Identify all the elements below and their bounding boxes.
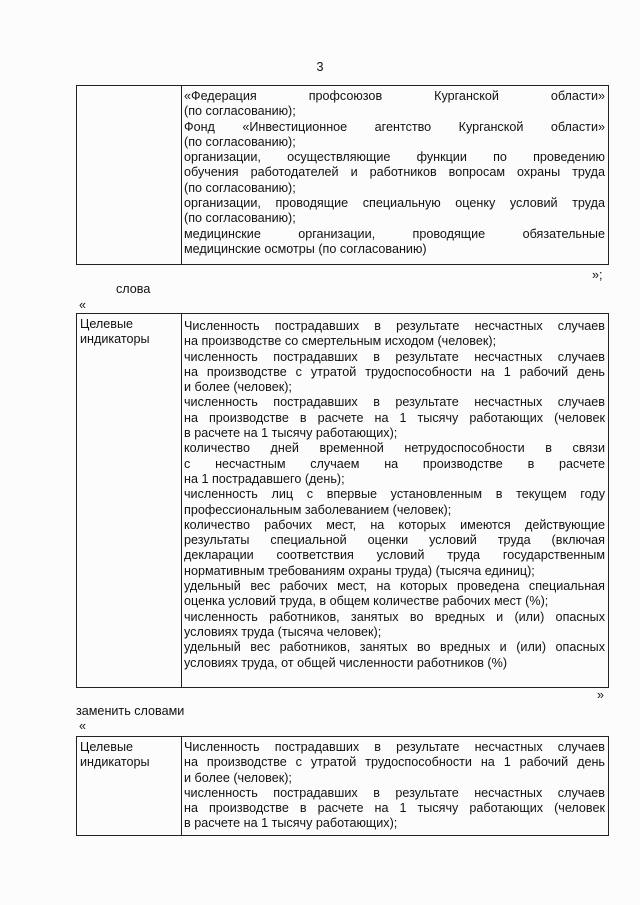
text-line: в расчете на 1 тысячу работающих); [184, 426, 398, 441]
closing-quote: »; [592, 268, 603, 282]
table-target-indicators-old-label [77, 314, 182, 687]
opening-quote: « [79, 298, 87, 312]
text-line: в расчете на 1 тысячу работающих); [184, 816, 398, 831]
text-line: на производстве с утратой трудоспособности на 1 рабочий день [184, 755, 605, 770]
text-line: нормативным требованиям охраны труда) (тысяча единиц); [184, 563, 535, 578]
text-line: на производстве в расчете на 1 тысячу работающих (человек [184, 801, 605, 816]
label-zamenit-slovami: заменить словами [76, 704, 185, 718]
text-line: и более (человек); [184, 770, 292, 785]
text-line: численность пострадавших в результате несчастных случаев [184, 349, 605, 364]
table-target-indicators-old [76, 313, 609, 688]
text-line: на 1 пострадавшего (день); [184, 471, 345, 486]
table-target-indicators-new-content [182, 737, 608, 835]
label-line: Целевые [80, 317, 134, 331]
text-line: численность лиц с впервые установленным в текущем году [184, 487, 605, 502]
text-line: (по согласованию); [184, 134, 296, 149]
label-slova: слова [116, 282, 151, 296]
text-line: обучения работодателей и работников вопросам охраны труда [184, 165, 605, 180]
text-line: «Федерация профсоюзов Курганской области» [184, 89, 605, 103]
text-line: профессиональным заболеванием (человек); [184, 502, 452, 517]
text-line: численность пострадавших в результате несчастных случаев [184, 395, 605, 410]
text-line: результаты специальной оценки условий труда (включая [184, 533, 605, 548]
text-line: (по согласованию); [184, 211, 296, 226]
table-target-indicators-new-label [77, 737, 182, 835]
table-participants-label-cell [77, 86, 182, 264]
text-line: на производстве со смертельным исходом (человек); [184, 334, 497, 349]
text-line: численность работников, занятых во вредных и (или) опасных [184, 609, 605, 624]
text-line: Численность пострадавших в результате несчастных случаев [184, 319, 605, 333]
text-line: медицинские организации, проводящие обязательные [184, 226, 605, 241]
text-line: с несчастным случаем на производстве в расчете [184, 456, 605, 471]
text-line: Фонд «Инвестиционное агентство Курганской области» [184, 119, 605, 134]
label-line: индикаторы [80, 755, 150, 770]
text-line: численность пострадавших в результате несчастных случаев [184, 785, 605, 800]
text-line: и более (человек); [184, 380, 292, 395]
table-participants [76, 85, 609, 265]
text-line: количество рабочих мест, на которых имеются действующие [184, 517, 605, 532]
label-line: Целевые [80, 740, 134, 754]
text-line: удельный вес работников, занятых во вредных и (или) опасных [184, 640, 605, 655]
text-line: на производстве в расчете на 1 тысячу работающих (человек [184, 410, 605, 425]
text-line: декларации соответствия условий труда государственным [184, 548, 605, 563]
text-line: условиях труда, от общей численности работников (%) [184, 655, 508, 670]
page-number: 3 [316, 60, 324, 74]
closing-quote: » [597, 688, 605, 702]
text-line: на производстве с утратой трудоспособности на 1 рабочий день [184, 364, 605, 379]
text-line: организации, осуществляющие функции по проведению [184, 150, 605, 165]
text-line: условиях труда (тысяча человек); [184, 624, 382, 639]
text-line: медицинские осмотры (по согласованию) [184, 241, 427, 256]
text-line: оценка условий труда, в общем количестве рабочих мест (%); [184, 594, 549, 609]
text-line: организации, проводящие специальную оценку условий труда [184, 196, 605, 211]
table-target-indicators-old-content [182, 314, 608, 687]
text-line: (по согласованию); [184, 104, 296, 119]
opening-quote: « [79, 719, 87, 733]
label-line: индикаторы [80, 332, 150, 347]
table-target-indicators-new [76, 736, 609, 836]
text-line: (по согласованию); [184, 180, 296, 195]
text-line: удельный вес рабочих мест, на которых проведена специальная [184, 579, 605, 594]
table-participants-content-cell [182, 86, 608, 264]
text-line: Численность пострадавших в результате несчастных случаев [184, 740, 605, 754]
text-line: количество дней временной нетрудоспособности в связи [184, 441, 605, 456]
